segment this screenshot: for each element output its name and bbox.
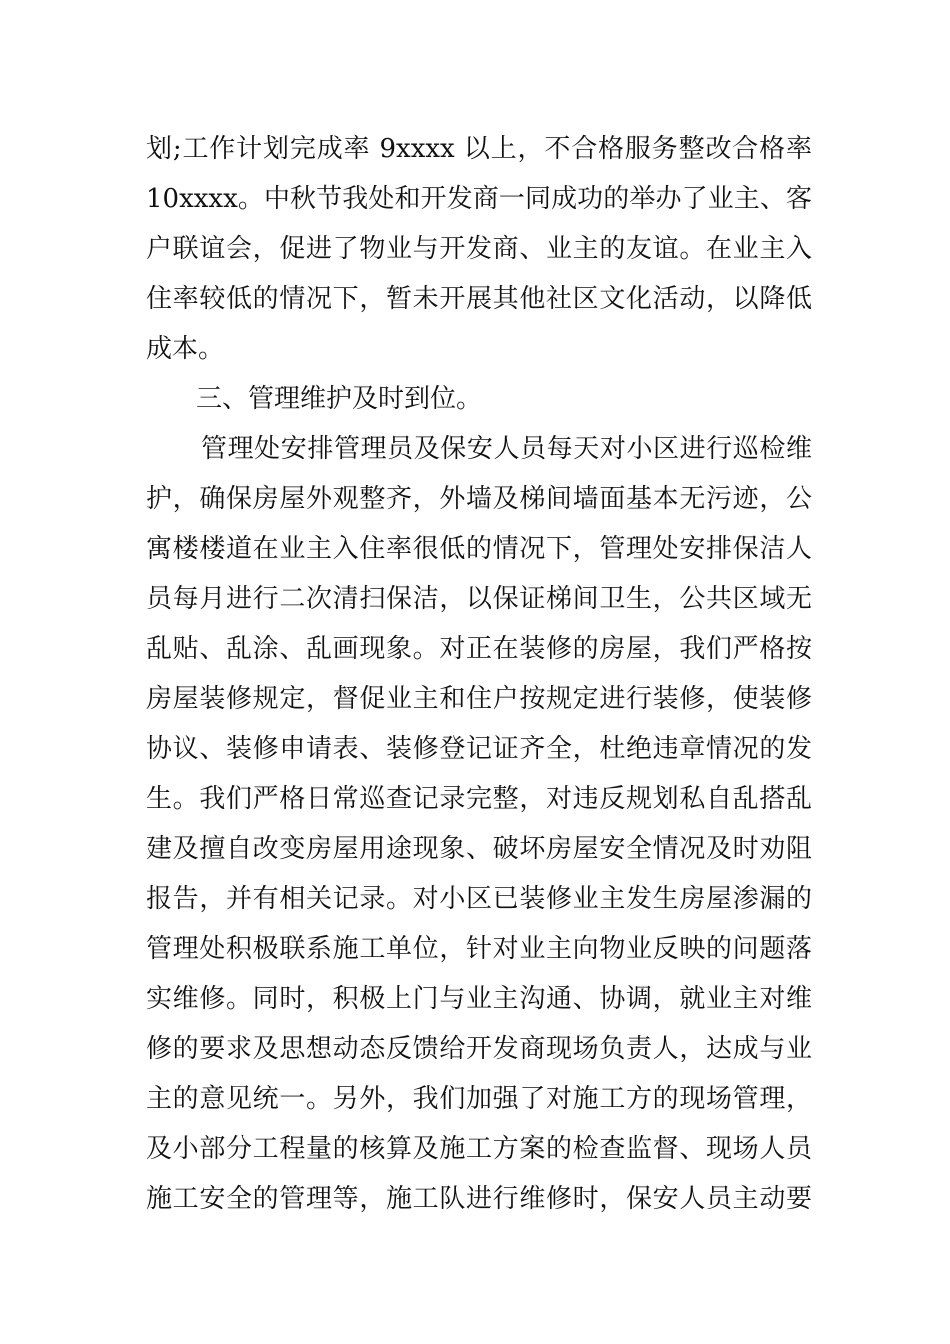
- text-line: 成本。: [146, 334, 225, 364]
- text-line: 协议、装修申请表、装修登记证齐全，杜绝违章情况的发: [146, 734, 812, 764]
- text-line: 及小部分工程量的核算及施工方案的检查监督、现场人员: [146, 1134, 812, 1164]
- text-line: 住率较低的情况下，暂未开展其他社区文化活动，以降低: [146, 284, 812, 314]
- text-line: 员每月进行二次清扫保洁，以保证梯间卫生，公共区域无: [146, 584, 812, 614]
- text-line: 建及擅自改变房屋用途现象、破坏房屋安全情况及时劝阻: [146, 834, 812, 864]
- text-line: 划;工作计划完成率 9xxxx 以上，不合格服务整改合格率: [146, 134, 812, 164]
- text-line: 管理处积极联系施工单位，针对业主向物业反映的问题落: [146, 934, 812, 964]
- text-line: 户联谊会，促进了物业与开发商、业主的友谊。在业主入: [146, 234, 812, 264]
- text-line: 寓楼楼道在业主入住率很低的情况下，管理处安排保洁人: [146, 534, 812, 564]
- text-line: 实维修。同时，积极上门与业主沟通、协调，就业主对维: [146, 984, 812, 1014]
- text-line: 10xxxx。中秋节我处和开发商一同成功的举办了业主、客: [146, 184, 812, 214]
- section-heading: 三、管理维护及时到位。: [196, 384, 483, 414]
- text-line: 乱贴、乱涂、乱画现象。对正在装修的房屋，我们严格按: [146, 634, 812, 664]
- text-line: 主的意见统一。另外，我们加强了对施工方的现场管理，: [146, 1084, 812, 1114]
- text-line: 施工安全的管理等，施工队进行维修时，保安人员主动要: [146, 1184, 812, 1214]
- text-line: 报告，并有相关记录。对小区已装修业主发生房屋渗漏的: [146, 884, 812, 914]
- text-line: 生。我们严格日常巡查记录完整，对违反规划私自乱搭乱: [146, 784, 812, 814]
- text-line: 修的要求及思想动态反馈给开发商现场负责人，达成与业: [146, 1034, 812, 1064]
- text-line: 房屋装修规定，督促业主和住户按规定进行装修，使装修: [146, 684, 812, 714]
- text-line: 管理处安排管理员及保安人员每天对小区进行巡检维: [201, 434, 812, 464]
- text-line: 护，确保房屋外观整齐，外墙及梯间墙面基本无污迹，公: [146, 484, 812, 514]
